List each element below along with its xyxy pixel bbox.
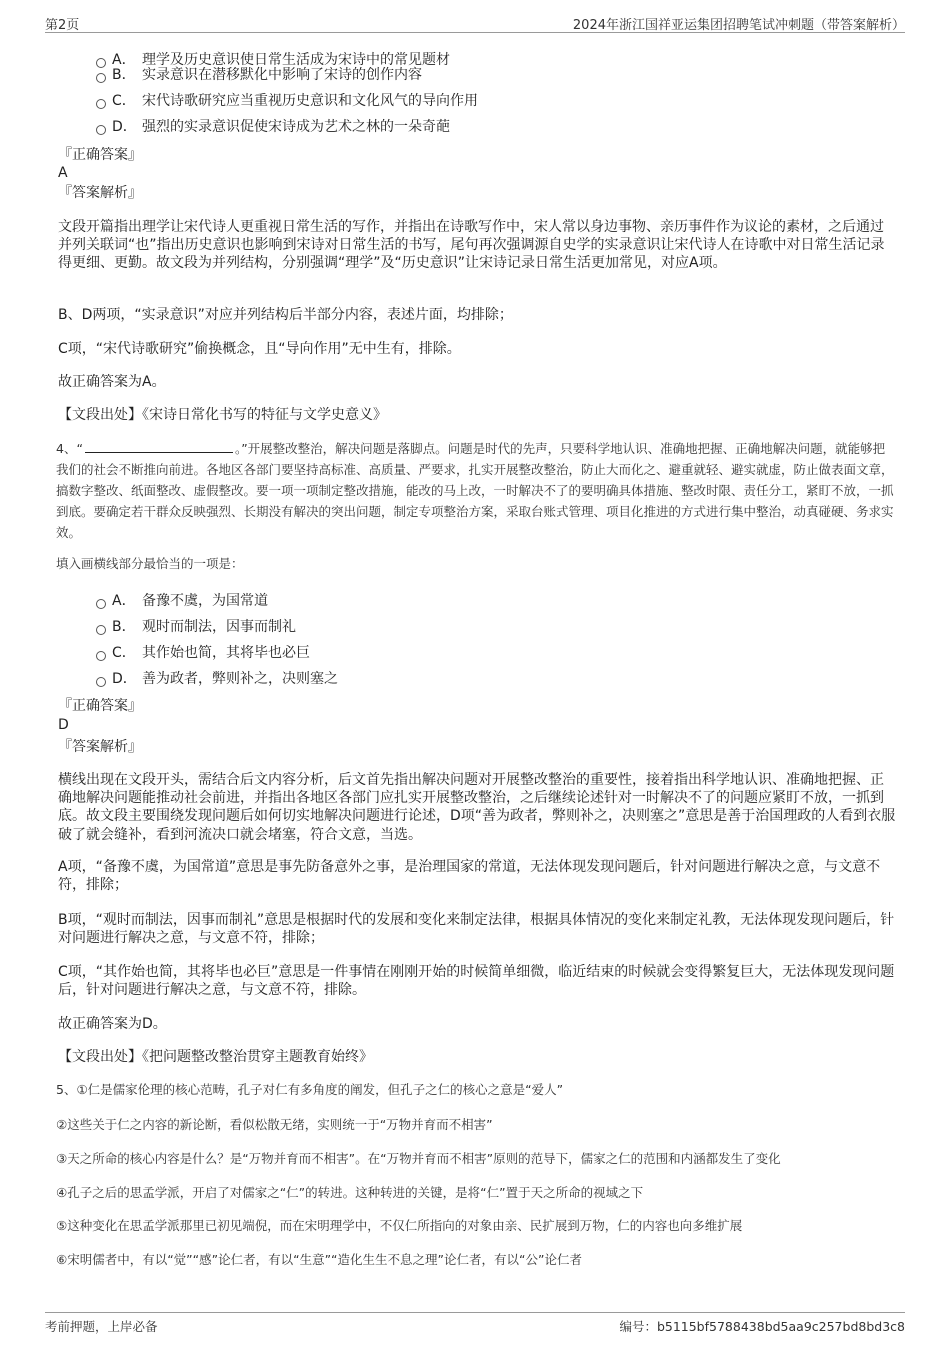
- radio-icon[interactable]: [96, 651, 106, 661]
- q4-analysis-heading: 『答案解析』: [58, 739, 142, 755]
- q4-option-a[interactable]: A． 备豫不虞，为国常道: [96, 590, 268, 610]
- q3-analysis-paragraph: 故正确答案为A。: [58, 374, 166, 390]
- page-footer: [45, 1312, 905, 1335]
- q3-analysis-paragraph: B、D两项，“实录意识”对应并列结构后半部分内容，表述片面，均排除；: [58, 307, 513, 323]
- page-number: 第2页: [45, 18, 80, 33]
- q5-statement: ③天之所命的核心内容是什么？是“万物并育而不相害”。在“万物并育而不相害”原则的范导下，儒家之仁的范围和内涵都发生了变化: [56, 1151, 781, 1166]
- q3-option-a[interactable]: A． 理学及历史意识使日常生活成为宋诗中的常见题材: [96, 49, 450, 69]
- q4-option-b[interactable]: B． 观时而制法，因事而制礼: [96, 616, 296, 636]
- q3-analysis-heading: 『答案解析』: [58, 185, 142, 201]
- q5-statement: ⑥宋明儒者中，有以“觉”“感”论仁者，有以“生意”“造化生生不息之理”论仁者，有以“公”论仁者: [56, 1252, 582, 1267]
- radio-icon[interactable]: [96, 125, 106, 135]
- q4-source: 【文段出处】《把问题整改整治贯穿主题教育始终》: [58, 1049, 373, 1065]
- q4-answer: D: [58, 717, 69, 733]
- q3-analysis-paragraph: 文段开篇指出理学让宋代诗人更重视日常生活的写作，并指出在诗歌写作中，宋人常以身边事物、亲历事件作为议论的素材，之后通过并列关联词“也”指出历史意识也影响到宋诗对日常生活的书写，尾句再次强调源自史学的实录意识让宋代诗人在诗歌中对日常生活记录得更细、更勤。故文段为并列结构，分别强调“理学”及“历史意识”让宋诗记录日常生活更加常见，对应A项。: [58, 219, 885, 272]
- q4-analysis-paragraph: B项，“观时而制法，因事而制礼”意思是根据时代的发展和变化来制定法律，根据具体情况的变化来制定礼教，无法体现发现问题后，针对问题进行解决之意，与文意不符，排除；: [58, 912, 895, 947]
- q4-option-d[interactable]: D． 善为政者，弊则补之，决则塞之: [96, 668, 338, 688]
- radio-icon[interactable]: [96, 677, 106, 687]
- document-title: 2024年浙江国祥亚运集团招聘笔试冲刺题（带答案解析）: [572, 18, 905, 33]
- page-header: [45, 12, 905, 33]
- q3-analysis-paragraph: C项，“宋代诗歌研究”偷换概念，且“导向作用”无中生有，排除。: [58, 341, 461, 357]
- q5-statement: ②这些关于仁之内容的新论断，看似松散无绪，实则统一于“万物并育而不相害”: [56, 1117, 493, 1132]
- radio-icon[interactable]: [96, 625, 106, 635]
- fill-blank: [85, 440, 233, 453]
- q4-analysis-paragraph: C项，“其作始也简，其将毕也必巨”意思是一件事情在刚刚开始的时候简单细微，临近结束的时候就会变得繁复巨大，无法体现发现问题后，针对问题进行解决之意，与文意不符，排除。: [58, 964, 895, 999]
- q3-answer-heading: 『正确答案』: [58, 147, 142, 163]
- footer-slogan: 考前押题，上岸必备: [45, 1319, 158, 1334]
- q3-option-d[interactable]: D． 强烈的实录意识促使宋诗成为艺术之林的一朵奇葩: [96, 116, 450, 136]
- q4-answer-heading: 『正确答案』: [58, 698, 142, 714]
- q3-option-b[interactable]: B． 实录意识在潜移默化中影响了宋诗的创作内容: [96, 64, 422, 84]
- q3-answer: A: [58, 165, 68, 181]
- q4-analysis-paragraph: 横线出现在文段开头，需结合后文内容分析，后文首先指出解决问题对开展整改整治的重要性，接着指出科学地认识、准确地把握、正确地解决问题能推动社会前进，并指出各地区各部门应扎实开展整改整治，之后继续论述针对一时解决不了的问题应紧盯不放，一抓到底。故文段主要围绕发现问题后如何切实地解决问题进行论述，D项“善为政者，弊则补之，决则塞之”意思是善于治国理政的人看到衣服破了就会缝补，看到河流决口就会堵塞，符合文意，当选。: [58, 772, 896, 843]
- q4-prompt: 填入画横线部分最恰当的一项是：: [56, 556, 244, 571]
- radio-icon[interactable]: [96, 599, 106, 609]
- radio-icon[interactable]: [96, 73, 106, 83]
- q4-analysis-paragraph: 故正确答案为D。: [58, 1016, 167, 1032]
- q3-source: 【文段出处】《宋诗日常化书写的特征与文学史意义》: [58, 407, 387, 423]
- q4-stem: 4、“ 。”开展整改整治，解决问题是落脚点。问题是时代的先声，只要科学地认识、准确地把握、正确地解决问题，就能够把我们的社会不断推向前进。各地区各部门要坚持高标准、高质量、严要求，扎实开展整改整治，防止大而化之、避重就轻、避实就虚，防止做表面文章，搞数字整改、纸面整改、虚假整改。要一项一项制定整改措施，能改的马上改，一时解决不了的要明确具体措施、整改时限、责任分工，紧盯不放，一抓到底。要确定若干群众反映强烈、长期没有解决的突出问题，制定专项整治方案，采取台账式管理、项目化推进的方式进行集中整治，动真碰硬、务求实效。: [56, 441, 894, 540]
- q4-analysis-paragraph: A项，“备豫不虞，为国常道”意思是事先防备意外之事，是治理国家的常道，无法体现发现问题后，针对问题进行解决之意，与文意不符，排除；: [58, 859, 881, 894]
- q3-option-c[interactable]: C． 宋代诗歌研究应当重视历史意识和文化风气的导向作用: [96, 90, 478, 110]
- radio-icon[interactable]: [96, 99, 106, 109]
- q5-statement: ④孔子之后的思孟学派，开启了对儒家之“仁”的转进。这种转进的关键，是将“仁”置于天之所命的视域之下: [56, 1185, 644, 1200]
- q5-statement: 5、①仁是儒家伦理的核心范畴，孔子对仁有多角度的阐发，但孔子之仁的核心之意是“爱人”: [56, 1082, 564, 1097]
- q4-option-c[interactable]: C． 其作始也简，其将毕也必巨: [96, 642, 310, 662]
- q5-statement: ⑤这种变化在思孟学派那里已初见端倪，而在宋明理学中，不仅仁所指向的对象由亲、民扩展到万物，仁的内容也向多维扩展: [56, 1218, 743, 1233]
- document-id: 编号：b5115bf5788438bd5aa9c257bd8bd3c8: [619, 1319, 905, 1334]
